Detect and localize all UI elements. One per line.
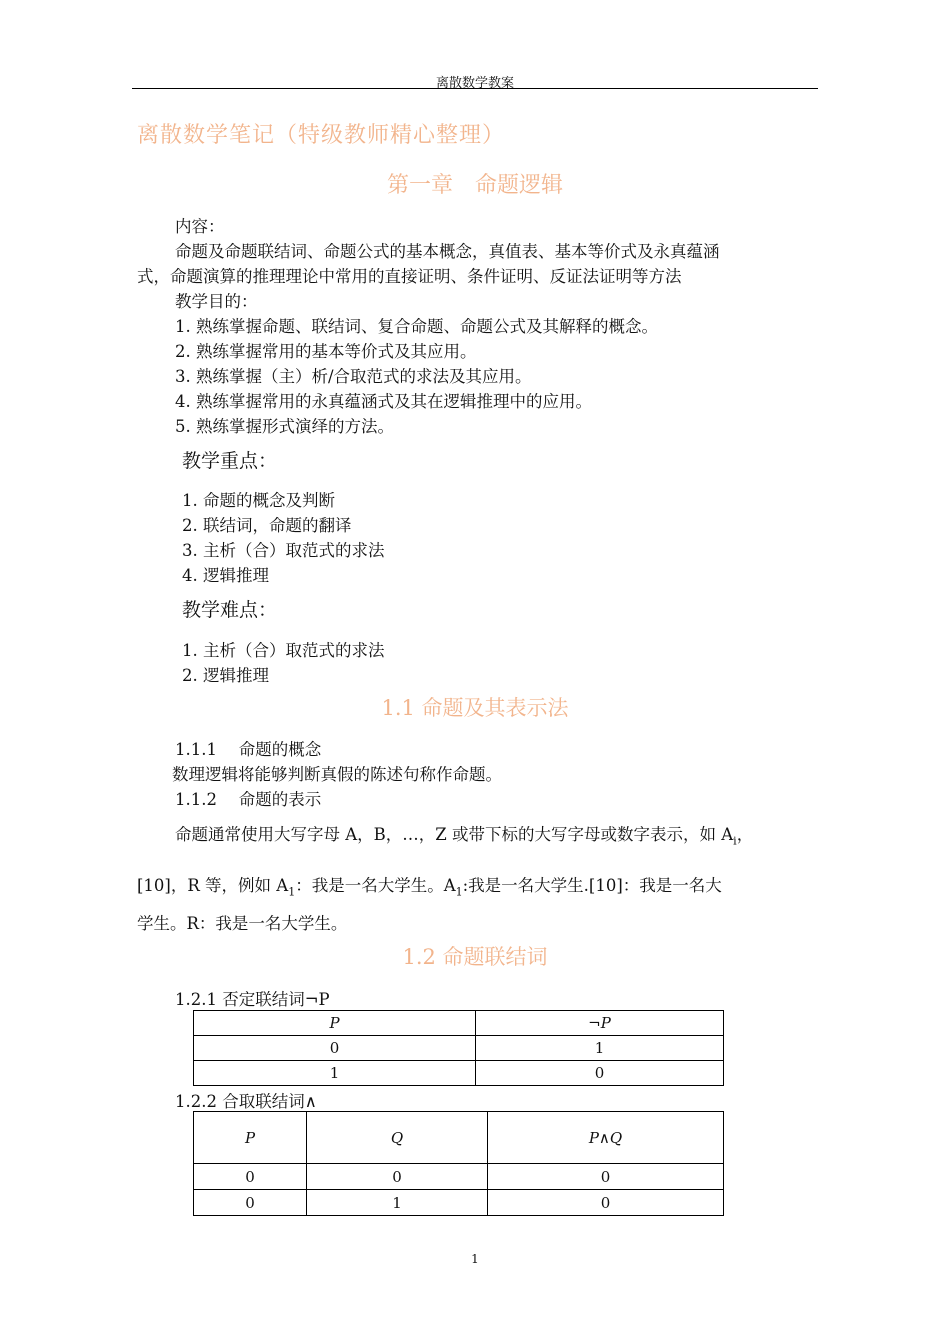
table-header: P xyxy=(194,1112,307,1164)
key-point-item: 4. 逻辑推理 xyxy=(182,566,269,585)
table-header: ¬P xyxy=(476,1011,724,1036)
content-label: 内容： xyxy=(175,217,225,236)
table-cell: 0 xyxy=(194,1164,307,1190)
table-cell: 0 xyxy=(488,1164,724,1190)
table-cell: 0 xyxy=(307,1164,488,1190)
header-rule xyxy=(132,88,818,89)
objective-item: 3. 熟练掌握（主）析/合取范式的求法及其应用。 xyxy=(175,367,532,386)
objective-item: 1. 熟练掌握命题、联结词、复合命题、命题公式及其解释的概念。 xyxy=(175,317,658,336)
proposition-definition: 数理逻辑将能够判断真假的陈述句称作命题。 xyxy=(172,765,502,784)
notation-paragraph-line-3: 学生。R：我是一名大学生。 xyxy=(137,914,348,933)
notation-paragraph-line-2: [10]，R 等，例如 $A_1$：我是一名大学生。$A_1$:我是一名大学生.[10]：我是一名大 xyxy=(137,876,722,899)
table-cell: 0 xyxy=(488,1190,724,1216)
running-header: 离散数学教案 xyxy=(435,76,514,91)
objective-item: 2. 熟练掌握常用的基本等价式及其应用。 xyxy=(175,342,477,361)
subsection-1-1-2: 1.1.2 命题的表示 xyxy=(175,790,322,809)
table-header: P xyxy=(194,1011,476,1036)
content-line-1: 命题及命题联结词、命题公式的基本概念，真值表、基本等价式及永真蕴涵 xyxy=(175,242,720,261)
document-title: 离散数学笔记（特级教师精心整理） xyxy=(137,123,506,148)
table-cell: 1 xyxy=(476,1036,724,1061)
section-1-2-title: 1.2 命题联结词 xyxy=(402,945,548,969)
difficulty-item: 1. 主析（合）取范式的求法 xyxy=(182,641,385,660)
table-cell: 1 xyxy=(307,1190,488,1216)
difficulty-item: 2. 逻辑推理 xyxy=(182,666,269,685)
table-cell: 1 xyxy=(194,1061,476,1086)
key-points-label: 教学重点： xyxy=(182,450,278,472)
objective-item: 5. 熟练掌握形式演绎的方法。 xyxy=(175,417,394,436)
table-header: P∧Q xyxy=(488,1112,724,1164)
objective-item: 4. 熟练掌握常用的永真蕴涵式及其在逻辑推理中的应用。 xyxy=(175,392,592,411)
table-cell: 0 xyxy=(476,1061,724,1086)
conjunction-truth-table xyxy=(193,1111,724,1216)
subsection-1-2-1: 1.2.1 否定联结词¬P xyxy=(175,990,330,1009)
table-cell: 0 xyxy=(194,1190,307,1216)
key-point-item: 2. 联结词，命题的翻译 xyxy=(182,516,352,535)
section-1-1-title: 1.1 命题及其表示法 xyxy=(381,696,569,720)
negation-truth-table xyxy=(193,1010,724,1086)
page-number: 1 xyxy=(471,1252,479,1266)
table-cell: 0 xyxy=(194,1036,476,1061)
difficulties-label: 教学难点： xyxy=(182,599,278,621)
notation-paragraph-line-1: 命题通常使用大写字母 A，B，…，Z 或带下标的大写字母或数字表示，如 $A_i$， xyxy=(175,825,754,848)
key-point-item: 1. 命题的概念及判断 xyxy=(182,491,335,510)
table-header: Q xyxy=(307,1112,488,1164)
key-point-item: 3. 主析（合）取范式的求法 xyxy=(182,541,385,560)
content-line-2: 式，命题演算的推理理论中常用的直接证明、条件证明、反证法证明等方法 xyxy=(137,267,682,286)
subsection-1-1-1: 1.1.1 命题的概念 xyxy=(175,740,322,759)
subsection-1-2-2: 1.2.2 合取联结词∧ xyxy=(175,1092,317,1111)
chapter-title: 第一章 命题逻辑 xyxy=(386,173,563,198)
objectives-label: 教学目的： xyxy=(175,292,258,311)
